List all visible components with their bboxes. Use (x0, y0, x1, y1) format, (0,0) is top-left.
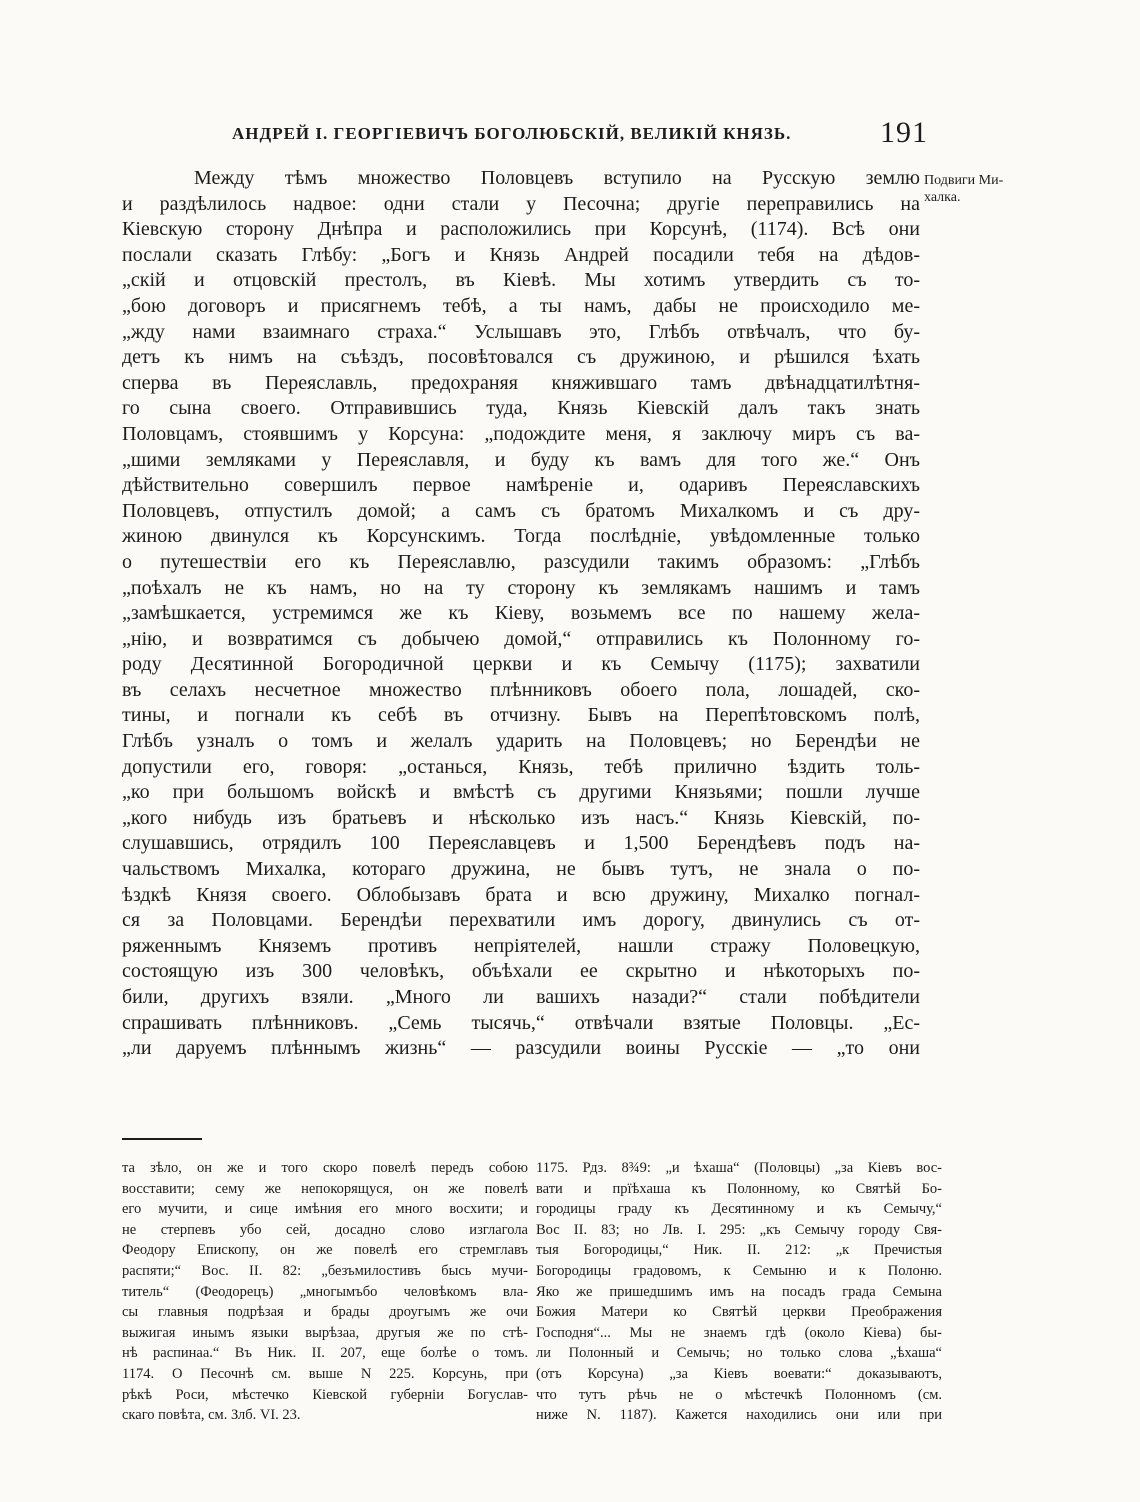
body-text-line: послали сказать Глѣбу: „Богъ и Князь Андрей посадили тебя на дѣдов- (122, 243, 920, 266)
body-text-line: „скій и отцовскій престолъ, въ Кіевѣ. Мы хотимъ утвердить съ то- (122, 269, 920, 292)
body-text-line: Глѣбъ узналъ о томъ и желалъ ударить на Половцевъ; но Берендѣи не (122, 730, 920, 753)
footnote-column-left (122, 1158, 528, 1426)
footnote-line: ниже N. 1187). Кажется находились они или при (536, 1407, 942, 1424)
body-text-line: дѣйствительно совершилъ первое намѣреніе и, одаривъ Переяславскихъ (122, 474, 920, 497)
body-text-line: сперва въ Переяславль, предохраняя княжившаго тамъ двѣнадцатилѣтня- (122, 371, 920, 394)
main-text-block (122, 166, 920, 1062)
page-number: 191 (880, 116, 928, 149)
body-text-line: допустили его, говоря: „останься, Князь, тебѣ прилично ѣздить толь- (122, 755, 920, 778)
footnote-line: 1175. Рдз. 8¾9: „и ѣхаша“ (Половцы) „за Кіевъ вос- (536, 1160, 942, 1176)
body-text-line: „поѣхалъ не къ намъ, но на ту сторону къ землякамъ нашимъ и тамъ (122, 576, 920, 599)
footnote-line: сы главныя подрѣзая и брады дроугымъ же очи (122, 1304, 528, 1321)
footnote-line: восставити; сему же непокорящуся, он же повелѣ (122, 1180, 528, 1197)
footnote-line: распяти;“ Вос. II. 82: „безъмилостивъ бысь мучи- (122, 1262, 528, 1279)
margin-note-line: Подвиги Ми- (924, 173, 1004, 188)
body-text-line: „ли даруемъ плѣннымъ жизнь“ — разсудили воины Русскіе — „то они (122, 1037, 920, 1060)
body-text-line: въ селахъ несчетное множество плѣнниковъ обоего пола, лошадей, ско- (122, 678, 920, 701)
body-text-line: о путешествіи его къ Переяславлю, разсудили такимъ образомъ: „Глѣбъ (122, 550, 920, 573)
footnote-line: вати и прїѣхаша къ Полонному, ко Святѣй Бо- (536, 1180, 942, 1197)
body-text-line: чальствомъ Михалка, котораго дружина, не бывъ тутъ, не знала о по- (122, 858, 920, 881)
body-text-line: Половцевъ, отпустилъ домой; а самъ съ братомъ Михалкомъ и съ дру- (122, 499, 920, 522)
footnote-line: (отъ Корсуна) „за Кіевъ воевати:“ доказываютъ, (536, 1365, 942, 1382)
body-text-line: детъ къ нимъ на съѣздъ, посовѣтовался съ дружиною, и рѣшился ѣхать (122, 346, 920, 369)
footnote-line: та зѣло, он же и того скоро повелѣ передъ собою (122, 1160, 528, 1176)
body-text-line: „бою договоръ и присягнемъ тебѣ, а ты намъ, дабы не происходило ме- (122, 294, 920, 317)
footnote-line: скаго повѣта, см. Злб. VI. 23. (122, 1407, 301, 1424)
body-text-line: слушавшись, отрядилъ 100 Переяславцевъ и 1,500 Берендѣевъ подъ на- (122, 832, 920, 855)
footnote-line: его мучити, и сице имѣния его много восхити; и (122, 1201, 528, 1218)
footnote-line: ли Полонный и Семычь; но только слова „ѣхаша“ (536, 1345, 942, 1362)
body-text-line: спрашивать плѣнниковъ. „Семь тысячь,“ отвѣчали взятые Половцы. „Ес- (122, 1011, 920, 1034)
body-text-line: тины, и погнали къ себѣ въ отчизну. Бывъ на Перепѣтовскомъ полѣ, (122, 704, 920, 727)
body-text-line: роду Десятинной Богородичной церкви и къ Семычу (1175); захватили (122, 653, 920, 676)
body-text-line: и раздѣлилось надвое: одни стали у Песочна; другіе переправились на (122, 192, 920, 215)
footnote-line: нѣ распинаа.“ Въ Ник. II. 207, еще болѣе о томъ. (122, 1345, 528, 1362)
body-text-line: Кіевскую сторону Днѣпра и расположились при Корсунѣ, (1174). Всѣ они (122, 218, 920, 241)
body-text-line: Половцамъ, стоявшимъ у Корсуна: „подождите меня, я заключу миръ съ ва- (122, 422, 920, 445)
body-text-line: „кого нибудь изъ братьевъ и нѣсколько изъ насъ.“ Князь Кіевскій, по- (122, 806, 920, 829)
body-text-line: ѣздкѣ Князя своего. Облобызавъ брата и всю дружину, Михалко погнал- (122, 883, 920, 906)
body-text-line: жиною двинулся къ Корсунскимъ. Тогда послѣдніе, увѣдомленные только (122, 525, 920, 548)
footnote-line: городицы граду къ Десятинному и къ Семычу,“ (536, 1201, 942, 1218)
footnote-line: титель“ (Феодорецъ) „многымъбо человѣкомъ вла- (122, 1283, 528, 1300)
body-text-line: „замѣшкается, устремимся же къ Кіеву, возьмемъ все по нашему жела- (122, 602, 920, 625)
footnote-line: Яко же пришедшимъ имъ на посадъ града Семына (536, 1283, 942, 1300)
body-text-line: „шими земляками у Переяславля, и буду къ вамъ для того же.“ Онъ (122, 448, 920, 471)
footnote-line: Богородицы градовомъ, к Семыню и к Полоню. (536, 1262, 942, 1279)
footnote-line: Вос II. 83; но Лв. I. 295: „къ Семычу городу Свя- (536, 1221, 942, 1238)
body-text-line: били, другихъ взяли. „Много ли вашихъ назади?“ стали побѣдители (122, 986, 920, 1008)
footnote-divider (122, 1138, 202, 1140)
body-text-line: „ко при большомъ войскѣ и вмѣстѣ съ другими Князьями; пошли лучше (122, 781, 920, 804)
body-text-line: „нію, и возвратимся съ добычею домой,“ отправились къ Полонному го- (122, 627, 920, 650)
body-text-line: ряженнымъ Княземъ противъ непріятелей, нашли стражу Половецкую, (122, 934, 920, 957)
body-text-line: состоящую изъ 300 человѣкъ, объѣхали ее скрытно и нѣкоторыхъ по- (122, 960, 920, 983)
footnote-line: что тутъ рѣчь не о мѣстечкѣ Полонномъ (см. (536, 1386, 942, 1403)
footnote-line: рѣкѣ Роси, мѣстечко Кіевской губерніи Богуслав- (122, 1386, 528, 1403)
footnote-line: Феодору Епископу, он же повелѣ его стремглавъ (122, 1242, 528, 1259)
body-text-line: Между тѣмъ множество Половцевъ вступило на Русскую землю (194, 167, 920, 189)
footnote-line: тыя Богородицы,“ Ник. II. 212: „к Пречистыя (536, 1242, 942, 1259)
footnote-line: не стерпевъ убо сей, досадно слово изглагола (122, 1221, 528, 1238)
footnote-line: Божия Матери ко Святѣй церкви Преображения (536, 1304, 942, 1321)
footnote-line: Господня“... Мы не знаемъ гдѣ (около Кіева) бы- (536, 1324, 942, 1341)
body-text-line: „жду нами взаимнаго страха.“ Услышавъ это, Глѣбъ отвѣчалъ, что бу- (122, 320, 920, 343)
footnote-line: 1174. О Песочнѣ см. выше N 225. Корсунь, при (122, 1365, 528, 1382)
margin-note-line: халка. (924, 190, 961, 205)
footnote-line: выжигая инымъ языки вырѣзаа, другыя же по стѣ- (122, 1324, 528, 1341)
body-text-line: го сына своего. Отправившись туда, Князь Кіевскій далъ такъ знать (122, 397, 920, 420)
footnote-column-right (536, 1158, 942, 1426)
body-text-line: ся за Половцами. Берендѣи перехватили имъ дорогу, двинулись съ от- (122, 909, 920, 932)
margin-note (924, 172, 1054, 206)
running-title: АНДРЕЙ I. ГЕОРГІЕВИЧЪ БОГОЛЮБСКІЙ, ВЕЛИКІЙ КНЯЗЬ. (232, 124, 792, 143)
